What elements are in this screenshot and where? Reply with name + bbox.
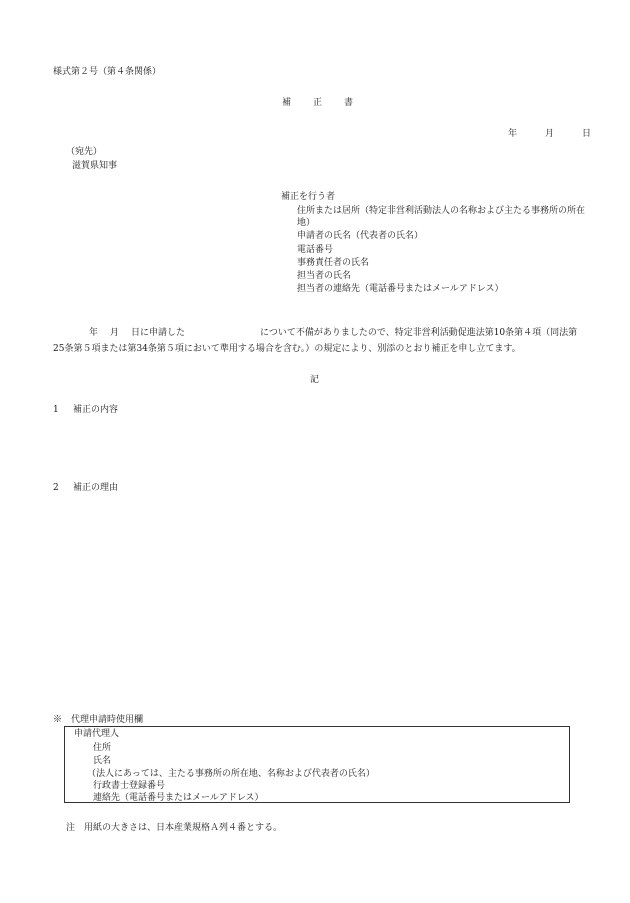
ki-heading: 記 (310, 375, 320, 385)
body-year: 年 (89, 328, 99, 338)
agent-section-heading: ※ 代理申請時使用欄 (53, 715, 144, 725)
date-day: 日 (582, 129, 592, 139)
body-month: 月 (110, 328, 120, 338)
title-char: 書 (344, 98, 354, 108)
date-year: 年 (508, 129, 518, 139)
section-label: 補正の内容 (73, 405, 119, 415)
footnote-label: 注 (66, 823, 76, 833)
contact-info-field: 担当者の連絡先（電話番号またはメールアドレス） (297, 284, 504, 295)
document-title (282, 97, 353, 109)
body-paragraph (53, 325, 579, 357)
section-label: 補正の理由 (73, 483, 119, 493)
agent-row-name: 氏名 (93, 756, 112, 766)
applicant-field-list (297, 205, 587, 297)
agent-row-corporate-note: （法人にあっては、主たる事務所の所在地、名称および代表者の氏名） (87, 769, 375, 779)
section-number: 1 (53, 405, 59, 415)
applicant-name-field: 申請者の氏名（代表者の氏名） (297, 231, 424, 242)
date-month: 月 (545, 129, 555, 139)
title-char: 補 (282, 98, 292, 108)
section-amendment-content (53, 404, 118, 416)
section-amendment-reason (53, 482, 118, 494)
agent-row-contact: 連絡先（電話番号またはメールアドレス） (93, 793, 264, 803)
contact-person-field: 担当者の氏名 (297, 271, 352, 282)
section-number: 2 (53, 483, 59, 493)
applicant-address-field: 住所または居所（特定非営利活動法人の名称および主たる事務所の所在地） (297, 206, 586, 228)
agent-row-address: 住所 (93, 743, 112, 753)
agent-box (64, 726, 570, 803)
addressee-label: （宛先） (66, 147, 103, 157)
body-day-text: 日に申請した (131, 328, 186, 338)
title-char: 正 (313, 98, 323, 108)
office-manager-field: 事務責任者の氏名 (297, 257, 370, 268)
agent-row-registration-number: 行政書士登録番号 (93, 781, 166, 791)
footnote (66, 822, 282, 834)
footnote-text: 用紙の大きさは、日本産業規格Ａ列４番とする。 (84, 823, 283, 833)
applicant-phone-field: 電話番号 (297, 244, 334, 255)
form-number: 様式第２号（第４条関係） (53, 67, 162, 77)
addressee-name: 滋賀県知事 (72, 161, 118, 171)
date-line (508, 128, 591, 140)
agent-row-representative: 申請代理人 (74, 729, 120, 739)
body-main-text: について不備がありましたので、特定非営利活動促進法第10条第４項（同法第25条第５項または第34条第５項において準用する場合を含む。）の規定により、別添のとおり補正を申し立てます。 (53, 328, 578, 354)
applicant-heading: 補正を行う者 (281, 192, 336, 202)
